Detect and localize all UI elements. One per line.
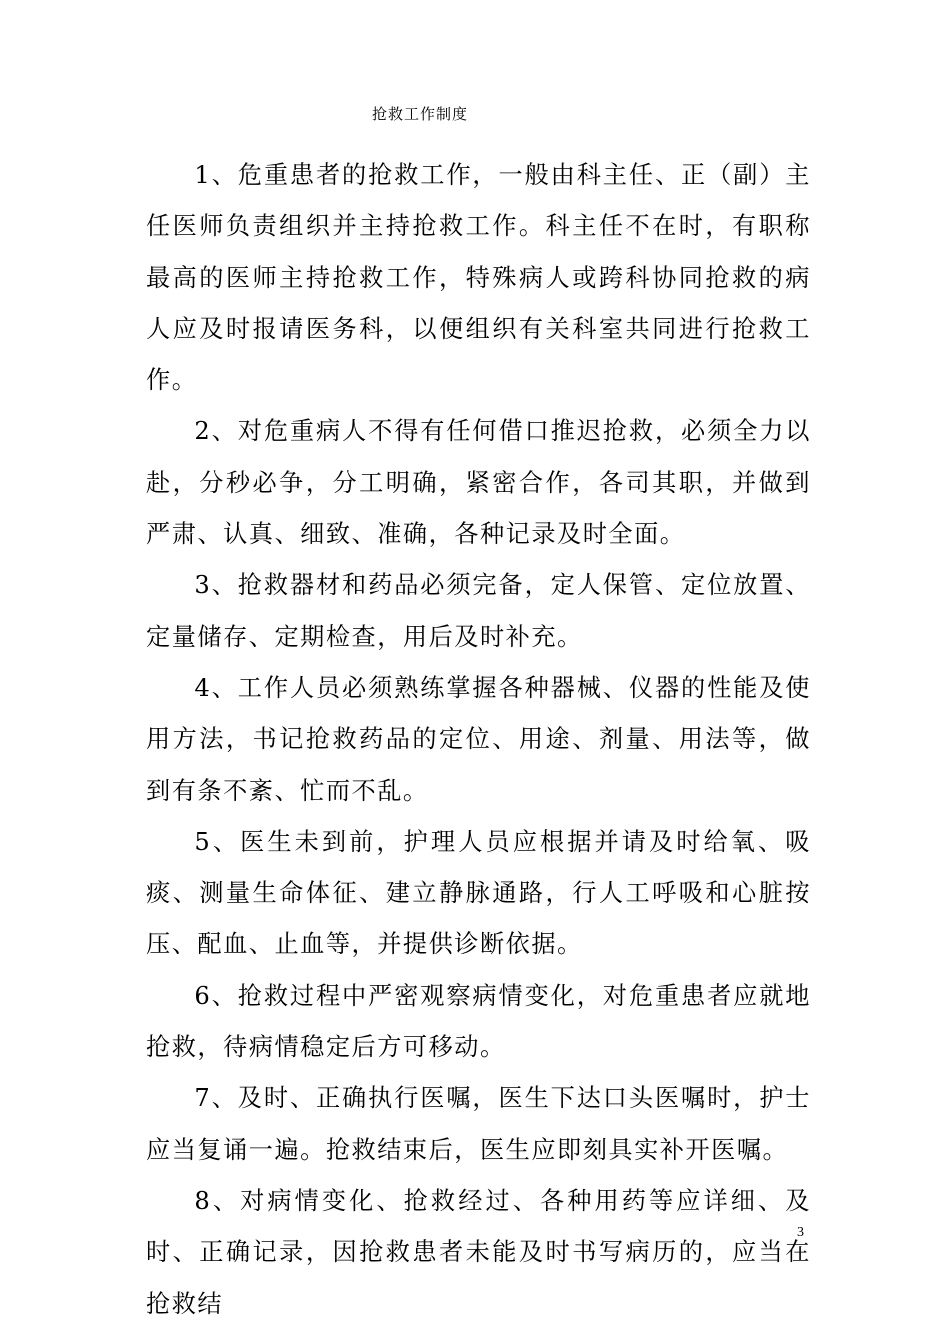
paragraph-7: 7、及时、正确执行医嘱，医生下达口头医嘱时，护士应当复诵一遍。抢救结束后，医生应即刻具实补开医嘱。	[146, 1084, 811, 1164]
page-number: 3	[797, 1225, 804, 1240]
paragraph-6: 6、抢救过程中严密观察病情变化，对危重患者应就地抢救，待病情稳定后方可移动。	[146, 981, 811, 1062]
paragraph-8: 8、对病情变化、抢救经过、各种用药等应详细、及时、正确记录，因抢救患者未能及时书写病历的，应当在抢救结	[146, 1186, 811, 1318]
paragraph-1: 1、危重患者的抢救工作，一般由科主任、正（副）主任医师负责组织并主持抢救工作。科主任不在时，有职称最高的医师主持抢救工作，特殊病人或跨科协同抢救的病人应及时报请医务科，以便组织有关科室共同进行抢救工作。	[146, 161, 811, 395]
document-body	[146, 150, 811, 1330]
paragraph-4: 4、工作人员必须熟练掌握各种器械、仪器的性能及使用方法，书记抢救药品的定位、用途、剂量、用法等，做到有条不紊、忙而不乱。	[146, 673, 811, 805]
paragraph-5: 5、医生未到前，护理人员应根据并请及时给氧、吸痰、测量生命体征、建立静脉通路，行人工呼吸和心脏按压、配血、止血等，并提供诊断依据。	[146, 827, 811, 959]
paragraph-2: 2、对危重病人不得有任何借口推迟抢救，必须全力以赴，分秒必争，分工明确，紧密合作，各司其职，并做到严肃、认真、细致、准确，各种记录及时全面。	[146, 417, 811, 549]
document-title: 抢救工作制度	[372, 105, 469, 123]
paragraph-3: 3、抢救器材和药品必须完备，定人保管、定位放置、定量储存、定期检查，用后及时补充。	[146, 571, 811, 651]
